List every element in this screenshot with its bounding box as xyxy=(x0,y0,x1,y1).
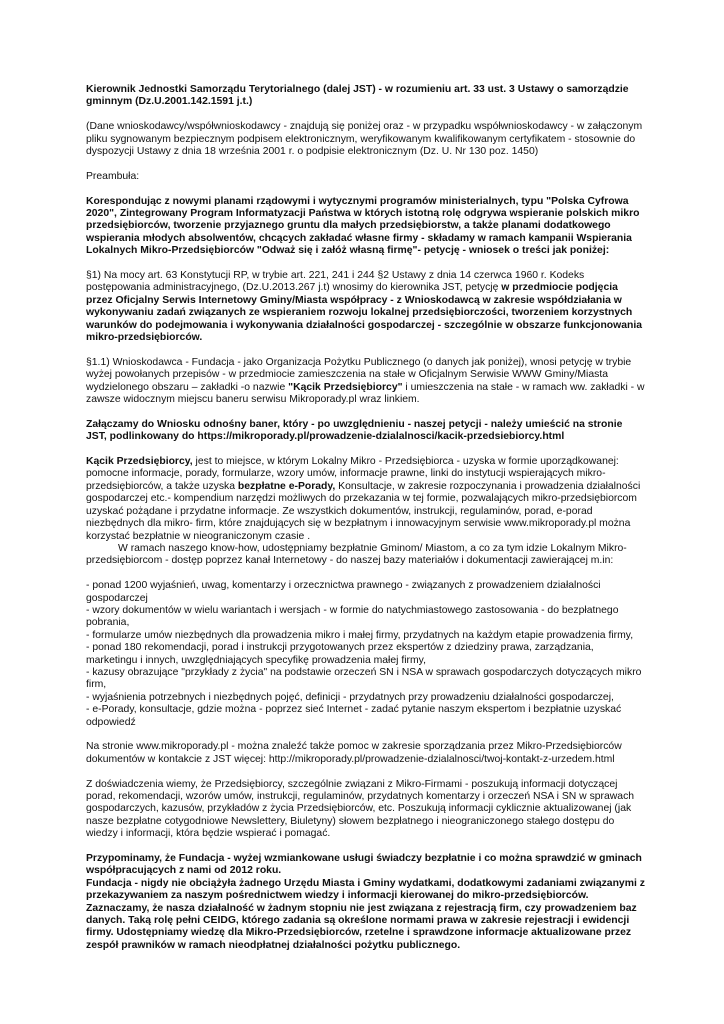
list-item: - ponad 180 rekomendacji, porad i instrukcji przygotowanych przez ekspertów z dziedziny prawa, zarządzania, marketingu i innych, uwzględniających specyfikę prowadzenia małej firmy, xyxy=(86,642,594,666)
kacik-text-2: Konsultacje, w zakresie rozpoczynania i prowadzenia działalności gospodarczej etc.- kompendium narzędzi możliwych do przekazania w tej formie, pozwalających mikro-przedsiębiorcom uzyskać pożądane i przydatne informacje. Ze wszystkich dokumentów, instrukcji, regulaminów, porad, e-porad niezbędnych dla mikro- firm, które znajdujących się w bezpłatnym i innowacyjnym serwisie www.mikroporady.pl można korzystać bezpłatnie w nieograniczonym czasie . xyxy=(86,480,641,542)
signature-note: (Dane wnioskodawcy/współwnioskodawcy - znajdują się poniżej oraz - w przypadku współwnioskodawcy - w załączonym pliku sygnowanym bezpiecznym podpisem elektronicznym, weryfikowanym kwalifikowanym certyfikatem - stosownie do dyspozycji Ustawy z dnia 18 września 2001 r. o podpisie elektronicznym (Dz. U. Nr 130 poz. 1450) xyxy=(86,121,643,158)
know-how-text: W ramach naszego know-how, udostępniamy bezpłatnie Gminom/ Miastom, a co za tym idzie Lokalnym Mikro-przedsiębiorcom - dostęp poprzez kanał Internetowy - do naszej bazy materiałów i dokumentacji zawierającej m.in: xyxy=(86,542,627,567)
list-item: - kazusy obrazujące "przykłady z życia" na podstawie orzeczeń SN i NSA w sprawach gospodarczych dotyczących mikro firm, xyxy=(86,666,642,691)
paragraph-1-1 xyxy=(86,357,646,407)
list-item: - wzory dokumentów w wielu wariantach i wersjach - w formie do natychmiastowego zastosowania - do bezpłatnego pobrania, xyxy=(86,604,619,629)
closing-statement: Fundacja - nigdy nie obciążyła żadnego Urzędu Miasta i Gminy wydatkami, dodatkowymi zadaniami związanymi z przekazywaniem za naszym pośrednictwem wiedzy i informacji kierowanej do mikro-przedsiębiorców. Zaznaczamy, że nasza działalność w żadnym stopniu nie jest związana z rejestracją firm, czy prowadzeniem baz danych. Taką rolę pełni CEIDG, którego zadania są określone normami prawa w zakresie rejestracji i ewidencji firmy. Udostępniamy wiedzę dla Mikro-Przedsiębiorców, rzetelne i sprawdzone informacje aktualizowane przez zespół prawników w ramach nieodpłatnej działalności pożytku publicznego. xyxy=(86,877,645,951)
experience-paragraph: Z doświadczenia wiemy, że Przedsiębiorcy, szczególnie związani z Mikro-Firmami - poszukują informacji dotyczącej porad, rekomendacji, wzorów umów, instrukcji, regulaminów, przydatnych komentarzy i orzeczeń NSA i SN w sprawach gospodarczych, kazusów, przykładów z życia Przedsiębiorców, etc. Poszukują informacji cyklicznie aktualizowanej (jak nasze bezpłatne cotygodniowe Newslettery, Biuletyny) słowem bezpłatnego i nieograniczonego stałego dostępu do wiedzy i informacji, która będzie wspierać i pomagać. xyxy=(86,778,635,840)
document-title: Kierownik Jednostki Samorządu Terytorialnego (dalej JST) - w rozumieniu art. 33 ust. 3 Ustawy o samorządzie gminnym (Dz.U.2001.142.1591 j.t.) xyxy=(86,84,629,108)
paragraph-1-text: §1) Na mocy art. 63 Konstytucji RP, w trybie art. 221, 241 i 244 §2 Ustawy z dnia 14 czerwca 1960 r. Kodeks postępowania administracyjnego, (Dz.U.2013.267 j.t) wnosimy do kierownika JST, petycję xyxy=(86,270,585,294)
kacik-eporady: bezpłatne e-Porady, xyxy=(237,480,336,492)
contact-paragraph: Na stronie www.mikroporady.pl - można znaleźć także pomoc w zakresie sporządzania przez Mikro-Przedsiębiorców dokumentów w kontakcie z JST więcej: http://mikroporady.pl/prowadzenie-dzialalnosci/twoj-kontakt-z-urzedem.html xyxy=(86,741,622,765)
kacik-section xyxy=(86,456,646,543)
paragraph-1-1-text-end: i umieszczenia na stałe - w ramach ww. zakładki - w zawsze widocznym miejscu baneru serwisu Mikroporady.pl wraz linkiem. xyxy=(86,381,645,406)
list-item: - ponad 1200 wyjaśnień, uwag, komentarzy i orzecznictwa prawnego - związanych z prowadzeniem działalności gospodarczej xyxy=(86,580,601,604)
preamble-label: Preambuła: xyxy=(86,170,140,182)
list-item: - formularze umów niezbędnych dla prowadzenia mikro i małej firmy, przydatnych na każdym etapie prowadzenia firmy, xyxy=(86,629,634,641)
preamble-text: Korespondując z nowymi planami rządowymi i wytycznymi programów ministerialnych, typu "Polska Cyfrowa 2020", Zintegrowany Program Informatyzacji Państwa w których istotną rolę odgrywa wspieranie polskich mikro przedsiębiorców, tworzenie przyjaznego gruntu dla małych przedsiębiorstw, a także planami dodatkowego wspierania młodych absolwentów, chcących zakładać własne firmy - składamy w ramach kampanii Wspierania Lokalnych Mikro-Przedsiębiorców "Odważ się i załóż własną firmę"- petycję - wniosek o treści jak poniżej: xyxy=(86,195,640,257)
paragraph-1-1-text: §1.1) Wnioskodawca - Fundacja - jako Organizacja Pożytku Publicznego (o danych jak poniżej), wnosi petycję w trybie wyżej powołanych przepisów - w przedmiocie zamieszczenia na stałe w Oficjalnym Serwisie WWW Gminy/Miasta wydzielonego obszaru – zakładki -o nazwie xyxy=(86,356,632,393)
attachment-note: Załączamy do Wniosku odnośny baner, który - po uwzględnieniu - naszej petycji - należy umieścić na stronie JST, podlinkowany do https://mikroporady.pl/prowadzenie-dzialalnosci/kacik-przedsiebiorcy.html xyxy=(86,418,623,443)
paragraph-1 xyxy=(86,270,646,344)
closing-reminder: Przypominamy, że Fundacja - wyżej wzmiankowane usługi świadczy bezpłatnie i co można sprawdzić w gminach współpracujących z nami od 2012 roku. xyxy=(86,853,642,877)
list-item: - e-Porady, konsultacje, gdzie można - poprzez sieć Internet - zadać pytanie naszym ekspertom i bezpłatnie uzyskać odpowiedź xyxy=(86,704,622,728)
list-item: - wyjaśnienia potrzebnych i niezbędnych pojęć, definicji - przydatnych przy prowadzeniu działalności gospodarczej, xyxy=(86,691,614,703)
kacik-title: Kącik Przedsiębiorcy, xyxy=(86,456,193,468)
paragraph-1-subject: w przedmiocie podjęcia przez Oficjalny Serwis Internetowy Gminy/Miasta współpracy - z Wnioskodawcą w zakresie współdziałania w wykonywaniu zadań związanych ze wspieraniem rozwoju lokalnej przedsiębiorczości, tworzeniem korzystnych warunków do podejmowania i wykonywania działalności gospodarczej - szczególnie w obszarze funkcjonowania mikro-przedsiębiorców. xyxy=(86,282,643,344)
document-page xyxy=(86,84,646,952)
kacik-text: jest to miejsce, w którym Lokalny Mikro - Przedsiębiorca - uzyska w formie uporządkowanej: pomocne informacje, porady, formularze, wzory umów, informacje prawne, linki do instytucji wspierających mikro-przedsiębiorców, a także uzyska xyxy=(86,456,619,492)
know-how-paragraph xyxy=(86,543,646,568)
tab-name: "Kącik Przedsiębiorcy" xyxy=(288,381,403,393)
resources-list xyxy=(86,580,646,729)
